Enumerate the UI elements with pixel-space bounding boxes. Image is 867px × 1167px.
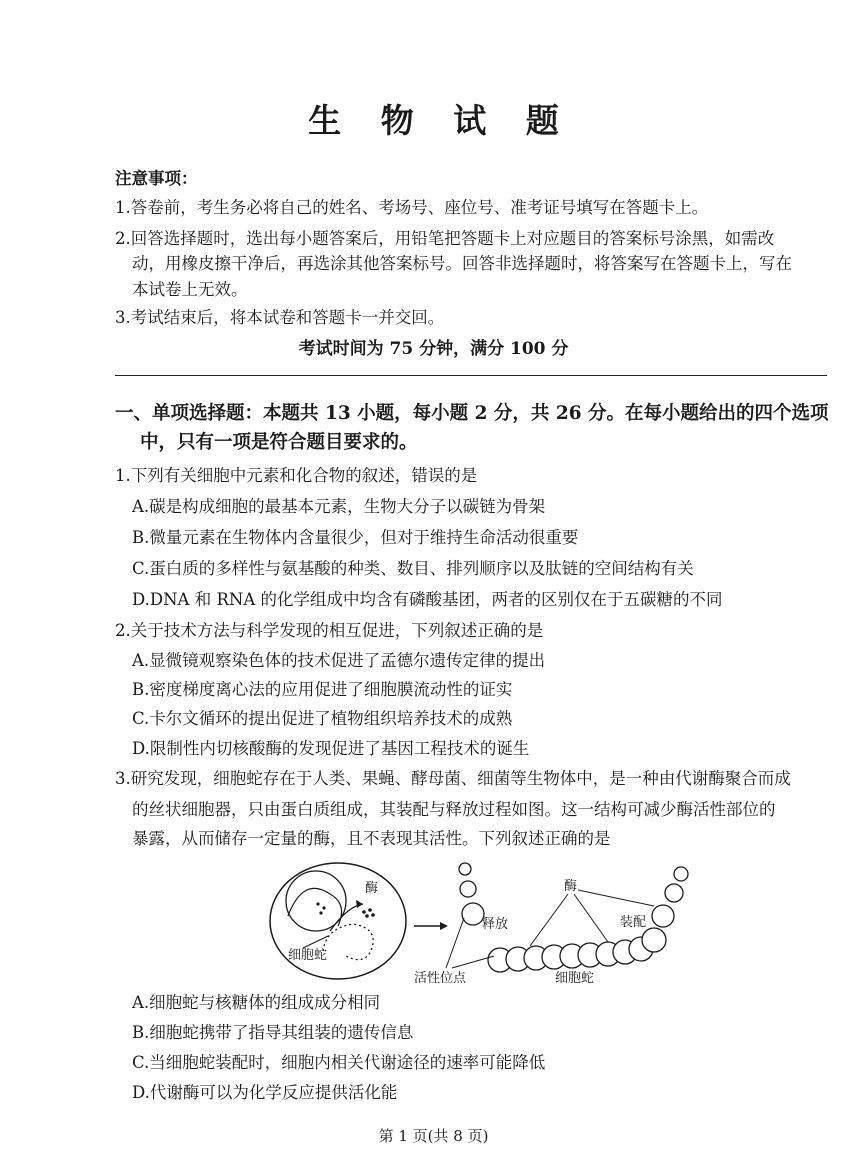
q1-option-d: D.DNA 和 RNA 的化学组成中均含有磷酸基团，两者的区别仅在于五碳糖的不同 [132,590,723,609]
enzyme-dot [365,914,369,918]
enzyme-dot [319,911,322,914]
q3-option-d: D.代谢酶可以为化学反应提供活化能 [132,1083,398,1102]
section-heading-line2: 中，只有一项是符合题目要求的。 [140,432,418,453]
label-enzyme-left: 酶 [365,881,379,896]
label-release: 释放 [482,917,509,932]
q1-option-a: A.碳是构成细胞的最基本元素，生物大分子以碳链为骨架 [132,497,546,516]
question-3-stem: 3.研究发现，细胞蛇存在于人类、果蝇、酵母菌、细菌等生物体中，是一种由代谢酶聚合而成 [115,769,791,788]
page-title: 生 物 试 题 [308,101,573,140]
notice-heading: 注意事项： [115,169,198,188]
leader-enzyme [578,890,654,906]
q2-option-b: B.密度梯度离心法的应用促进了细胞膜流动性的证实 [132,680,513,699]
q3-option-b: B.细胞蛇携带了指导其组装的遗传信息 [132,1023,414,1042]
question-2-stem: 2.关于技术方法与科学发现的相互促进，下列叙述正确的是 [115,621,544,640]
question-3-stem-cont2: 暴露，从而储存一定量的酶，且不表现其活性。下列叙述正确的是 [132,829,611,848]
question-3-stem-cont: 的丝状细胞器，只由蛋白质组成，其装配与释放过程如图。这一结构可减少酶活性部位的 [132,800,776,819]
notice-item-2-cont: 动，用橡皮擦干净后，再选涂其他答案标号。回答非选择题时，将答案写在答题卡上，写在 [132,254,792,273]
curved-arrow [330,904,363,931]
label-cellsnake-right: 细胞蛇 [555,971,595,986]
label-assembly: 装配 [620,915,647,930]
q2-option-d: D.限制性内切核酸酶的发现促进了基因工程技术的诞生 [132,739,530,758]
q2-option-a: A.显微镜观察染色体的技术促进了孟德尔遗传定律的提出 [132,651,546,670]
divider [115,375,827,376]
section-heading-line1: 一、单项选择题：本题共 13 小题，每小题 2 分，共 26 分。在每小题给出的四个选项 [115,403,829,424]
enzyme-dot [368,908,372,912]
q1-option-b: B.微量元素在生物体内含量很少，但对于维持生命活动很重要 [132,528,579,547]
cell-snake-figure [268,856,700,991]
enzyme-dot [322,906,325,909]
free-enzyme [459,863,471,875]
q1-option-c: C.蛋白质的多样性与氨基酸的种类、数目、排列顺序以及肽链的空间结构有关 [132,559,694,578]
notice-item-2: 2.回答选择题时，选出每小题答案后，用铅笔把答题卡上对应题目的答案标号涂黑，如需改 [115,229,775,248]
label-enzyme-right: 酶 [564,879,578,894]
q3-option-a: A.细胞蛇与核糖体的组成成分相同 [132,993,381,1012]
leader-enzyme [530,894,568,946]
curved-arrow-head [356,900,363,908]
page-footer: 第 1 页(共 8 页) [378,1127,489,1145]
assembling-enzyme [665,884,683,902]
leader-enzyme [574,894,608,942]
enzyme-chain [488,928,666,972]
enzyme-dot [371,913,375,917]
inner-membrane [288,888,342,926]
label-leader [303,936,328,948]
free-enzyme [460,881,476,897]
notice-item-3: 3.考试结束后，将本试卷和答题卡一并交回。 [115,308,445,327]
label-active-site: 活性位点 [414,971,467,986]
leader-active-site [446,918,464,968]
q2-option-c: C.卡尔文循环的提出促进了植物组织培养技术的成熟 [132,709,513,728]
question-1-stem: 1.下列有关细胞中元素和化合物的叙述，错误的是 [115,466,478,485]
notice-item-2-cont2: 本试卷上无效。 [132,280,248,299]
process-arrow-head [440,922,448,930]
assembling-enzyme [674,867,688,881]
q3-option-c: C.当细胞蛇装配时，细胞内相关代谢途径的速率可能降低 [132,1053,546,1072]
notice-item-1: 1.答卷前，考生务必将自己的姓名、考场号、座位号、准考证号填写在答题卡上。 [115,198,709,217]
free-enzyme [462,903,484,925]
exam-time-info: 考试时间为 75 分钟，满分 100 分 [298,339,569,359]
enzyme-dot [362,910,366,914]
enzyme-dot [316,902,319,905]
assembling-enzyme [652,905,674,927]
label-cellsnake-left: 细胞蛇 [288,948,328,963]
